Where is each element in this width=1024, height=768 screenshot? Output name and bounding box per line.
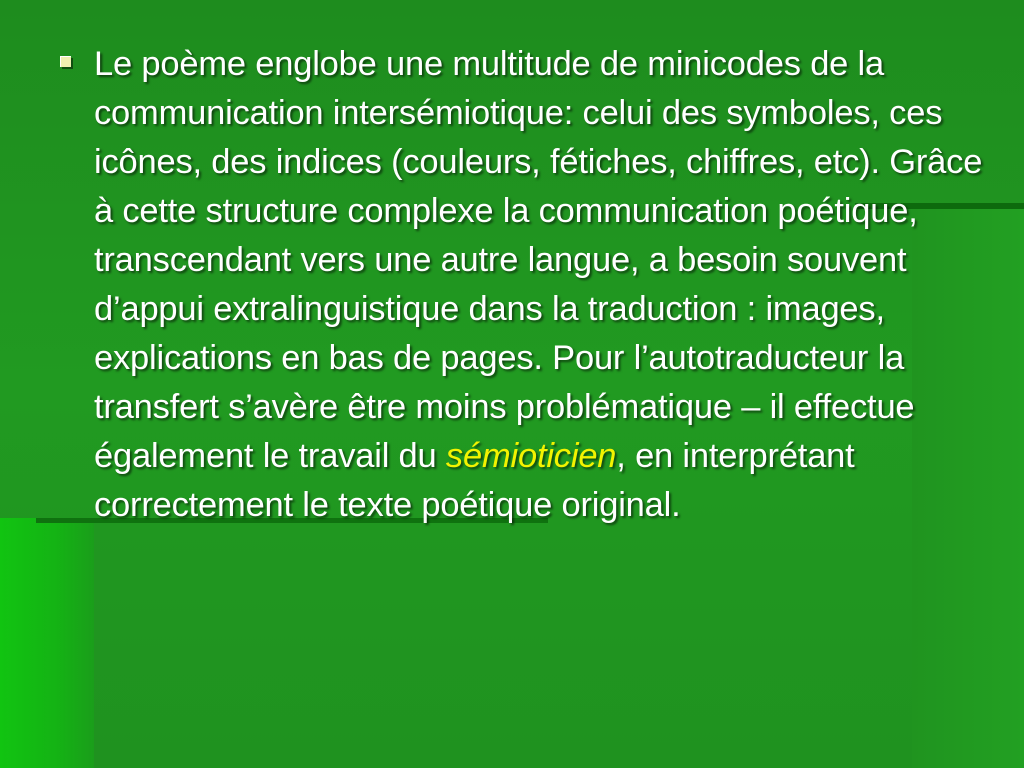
highlighted-term: sémioticien: [445, 437, 617, 475]
bullet-text-end: , en interprétant correctement le texte poétique original.: [94, 437, 855, 524]
square-bullet-icon: [60, 56, 71, 67]
bullet-text: [94, 40, 986, 530]
bullet-item: [56, 40, 986, 530]
bullet-text-main: Le poème englobe une multitude de minicodes de la communication intersémiotique: celui des symboles, ces icônes, des indices (couleurs, fétiches, chiffres, etc). Grâce à cette structure complexe la communication poétique, transcendant vers une autre langue, a besoin souvent d’appui extralinguistique dans la traduction : images, explications en bas de pages. Pour l’autotraducteur la transfert s’avère être moins problématique – il effectue également le travail du: [94, 45, 983, 475]
slide-content: [56, 40, 986, 740]
